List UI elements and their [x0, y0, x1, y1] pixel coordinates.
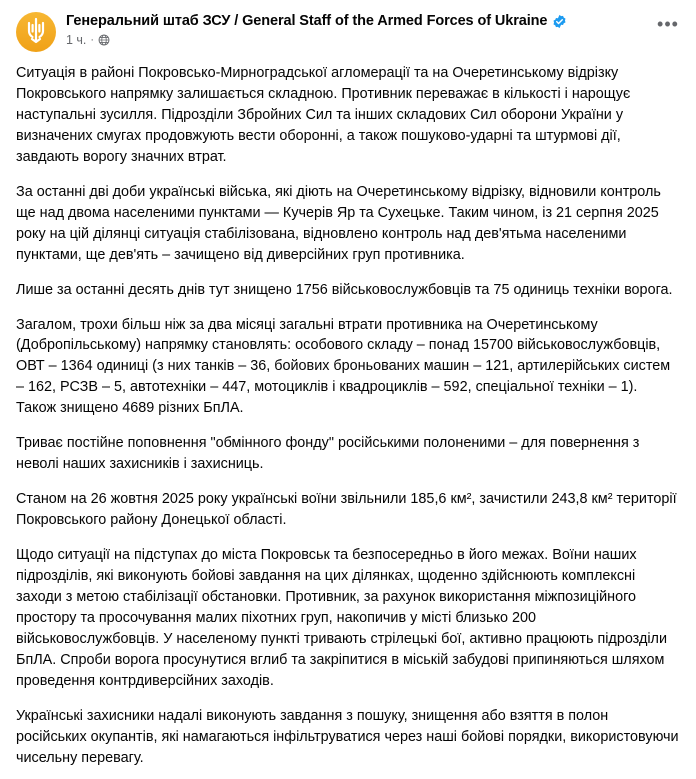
globe-icon[interactable]: [98, 34, 110, 46]
post-text: [16, 63, 680, 769]
author-row: [66, 13, 654, 30]
trident-emblem-icon: [23, 17, 49, 47]
post-paragraph: Щодо ситуації на підступах до міста Покровськ та безпосередньо в його межах. Воїни наших підрозділів, які виконують бойові завдання на цих ділянках, щоденно здійснюють комплексні заходи з метою стабілізації обстановки. Противник, за рахунок використання міжпозиційного простору та просочування малих піхотних груп, накопичив у місті близько 200 військовослужбовців. У населеному пункті тривають стрілецькі бої, активно працюють підрозділи БпЛА. Спроби ворога просунутися вглиб та закріпитися в міській забудові припиняються шляхом проведення контрдиверсійних заходів.: [16, 547, 667, 689]
post-paragraph: Станом на 26 жовтня 2025 року українські воїни звільнили 185,6 км², зачистили 243,8 км² території Покровського району Донецької області.: [16, 491, 677, 529]
post-header-text: [66, 12, 680, 47]
page-name[interactable]: Генеральний штаб ЗСУ / General Staff of the Armed Forces of Ukraine: [66, 13, 548, 29]
avatar[interactable]: [16, 12, 56, 52]
post-paragraph: Українські захисники надалі виконують завдання з пошуку, знищення або взяття в полон російських окупантів, які намагаються інфільтруватися через наші бойові порядки, використовуючи чисельну перевагу.: [16, 707, 679, 766]
post-paragraph: Триває постійне поповнення "обмінного фонду" російськими полоненими – для повернення з неволі наших захисників і захисниць.: [16, 435, 640, 473]
post-header: [16, 12, 680, 52]
post-more-options-button[interactable]: •••: [657, 14, 679, 34]
post-meta: [66, 33, 654, 47]
verified-badge-icon: [552, 14, 567, 29]
post-paragraph: Загалом, трохи більш ніж за два місяці загальні втрати противника на Очеретинському (Добропільському) напрямку становлять: особового складу – понад 15700 військовослужбовців, ОВТ – 1364 одиниці (з них танків – 36, бойових броньованих машин – 121, артилерійських систем – 162, РСЗВ – 5, автотехніки – 447, мотоциклів і квадроциклів – 592, спеціальної техніки – 1). Також знищено 4689 різних БпЛА.: [16, 316, 671, 417]
post-paragraph: Лише за останні десять днів тут знищено 1756 військовослужбовців та 75 одиниць техніки ворога.: [16, 281, 673, 298]
meta-separator: ·: [90, 33, 95, 46]
post-paragraph: Ситуація в районі Покровсько-Мирноградської агломерації та на Очеретинському відрізку Покровського напрямку залишається складною. Противник переважає в кількості і нарощує наступальні зусилля. Підрозділи Збройних Сил та інших складових Сил оборони України у визначених смугах продовжують вести оборонні, а також пошуково-ударні та штурмові дії, завдають ворогу значних втрат.: [16, 65, 631, 165]
timestamp[interactable]: 1 ч.: [66, 33, 87, 48]
post-paragraph: За останні дві доби українські війська, які діють на Очеретинському відрізку, відновили контроль ще над двома населеними пунктами — Кучерів Яр та Сухецьке. Таким чином, із 21 серпня 2025 року на цій ділянці ситуація стабілізована, відновлено контроль над дев'ятьма населеними пунктами, ще дев'ять – зачищено від диверсійних груп противника.: [16, 183, 661, 263]
